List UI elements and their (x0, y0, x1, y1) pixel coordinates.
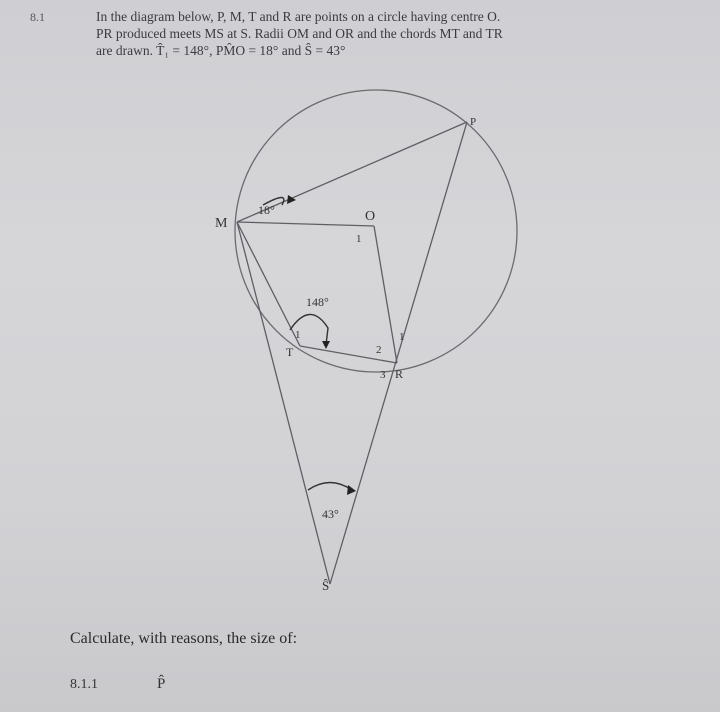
arrowhead-s (347, 485, 356, 495)
label-r: R (395, 367, 404, 381)
circle (235, 90, 517, 372)
radius-om (237, 222, 374, 226)
label-s: Ŝ (322, 578, 330, 593)
label-m: M (215, 216, 228, 231)
label-r-1: 1 (399, 331, 405, 343)
label-p: P (470, 116, 477, 128)
subquestion-number: 8.1.1 (70, 677, 98, 692)
subquestion-item: P̂ (157, 676, 166, 692)
chord-tr (300, 346, 397, 363)
chord-mt (237, 222, 300, 346)
angle-arc-s (308, 483, 352, 491)
label-t-1: 1 (295, 329, 301, 341)
label-r-2: 2 (376, 344, 382, 356)
radius-or (374, 226, 397, 363)
intro-line-2: PR produced meets MS at S. Radii OM and OR and the chords MT and TR (96, 26, 503, 41)
task-instruction: Calculate, with reasons, the size of: (70, 630, 298, 647)
angle-label-s: 43° (322, 507, 339, 521)
label-o-1: 1 (356, 233, 362, 245)
question-number: 8.1 (30, 10, 45, 24)
angle-label-m: 18° (258, 203, 275, 217)
intro-line-1: In the diagram below, P, M, T and R are points on a circle having centre O. (96, 9, 501, 24)
label-r-3: 3 (380, 369, 386, 381)
label-o: O (365, 209, 376, 224)
angle-label-t: 148° (306, 295, 329, 309)
label-t: T (286, 345, 294, 359)
line-ms (237, 222, 330, 584)
intro-line-3: are drawn. T̂₁ = 148°, PM̂O = 18° and Ŝ = 43° (96, 43, 346, 58)
arrowhead-t (322, 341, 330, 349)
